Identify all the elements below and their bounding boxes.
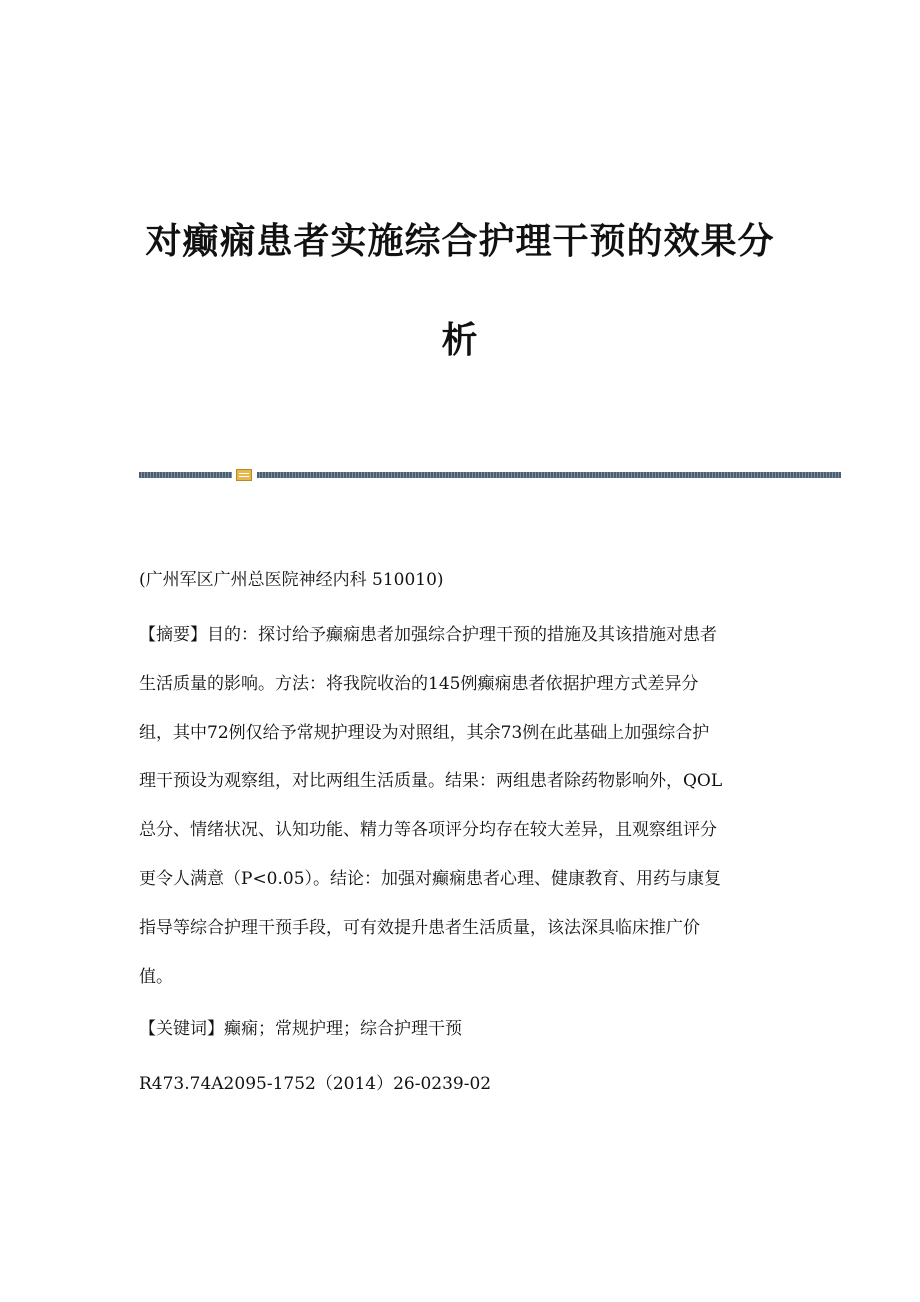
envelope-icon <box>236 469 252 481</box>
abstract-line: 总分、情绪状况、认知功能、精力等各项评分均存在较大差异，且观察组评分 <box>139 820 717 841</box>
abstract-line: 【摘要】目的：探讨给予癫痫患者加强综合护理干预的措施及其该措施对患者 <box>139 625 717 645</box>
author-affiliation: (广州军区广州总医院神经内科 510010) <box>139 570 444 590</box>
abstract-line: 更令人满意（P<0.05）。结论：加强对癫痫患者心理、健康教育、用药与康复 <box>139 868 722 889</box>
divider-bar-right <box>257 472 841 478</box>
abstract-line: 理干预设为观察组，对比两组生活质量。结果：两组患者除药物影响外，QOL <box>139 771 723 792</box>
document-title-line-2: 析 <box>441 319 479 361</box>
abstract-line: 值。 <box>139 966 173 987</box>
abstract-paragraph <box>139 623 779 1013</box>
abstract-line: 生活质量的影响。方法：将我院收治的145例癫痫患者依据护理方式差异分 <box>139 673 699 694</box>
title-divider <box>139 469 841 481</box>
keywords: 【关键词】癫痫；常规护理；综合护理干预 <box>139 1019 462 1039</box>
divider-bar-left <box>139 472 232 478</box>
document-title-line-1: 对癫痫患者实施综合护理干预的效果分 <box>145 220 775 262</box>
abstract-line: 组，其中72例仅给予常规护理设为对照组，其余73例在此基础上加强综合护 <box>139 722 710 743</box>
abstract-line: 指导等综合护理干预手段，可有效提升患者生活质量，该法深具临床推广价 <box>139 917 700 938</box>
classification-number: R473.74A2095-1752（2014）26-0239-02 <box>139 1074 492 1094</box>
